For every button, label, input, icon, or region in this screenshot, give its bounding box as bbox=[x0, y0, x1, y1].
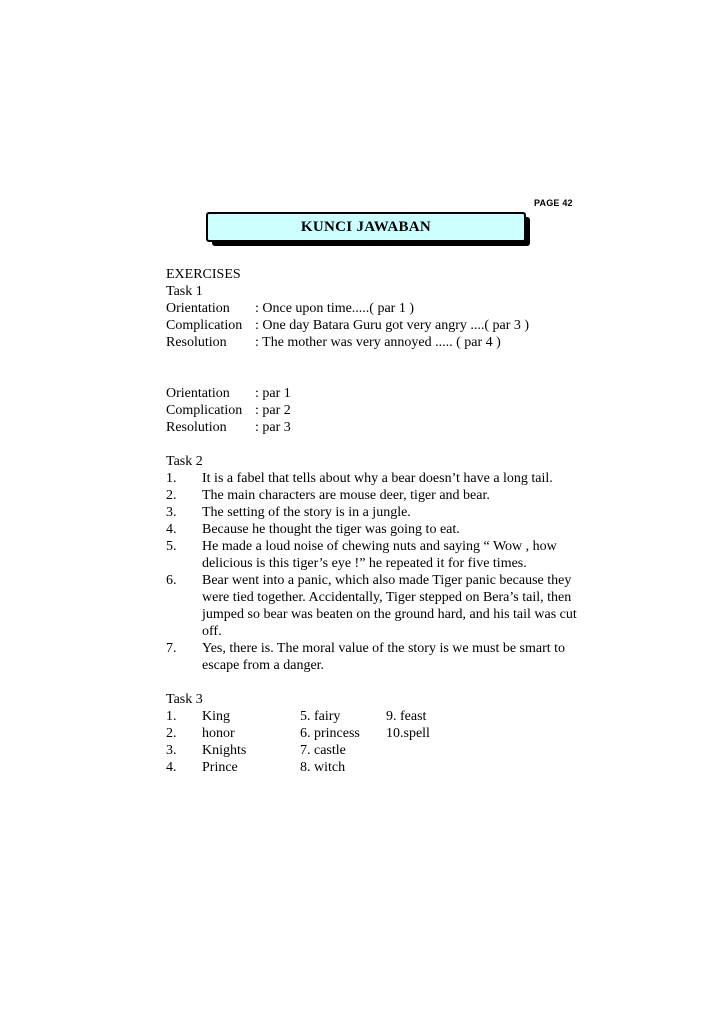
task3-vocabulary bbox=[166, 708, 586, 776]
row-value: : Once upon time.....( par 1 ) bbox=[255, 301, 415, 316]
item-text: Yes, there is. The moral value of the story is we must be smart to escape from a danger. bbox=[202, 641, 566, 673]
task1-set2-row bbox=[166, 385, 586, 402]
item-number: 5. bbox=[166, 539, 177, 554]
exercises-heading: EXERCISES bbox=[166, 267, 241, 282]
row-value: : One day Batara Guru got very angry ....( par 3 ) bbox=[255, 318, 530, 333]
item-number: 4. bbox=[166, 760, 177, 775]
task1-set2 bbox=[166, 385, 586, 436]
item-number: 6. bbox=[166, 573, 177, 588]
item-number: 4. bbox=[166, 522, 177, 537]
item-number: 2. bbox=[166, 488, 177, 503]
spacer bbox=[166, 436, 586, 453]
task2-list bbox=[166, 470, 586, 674]
vocab-word bbox=[386, 742, 466, 759]
item-text: He made a loud noise of chewing nuts and saying “ Wow , how delicious is this tiger’s eye !” he repeated it for five times. bbox=[202, 539, 557, 571]
spacer bbox=[166, 674, 586, 691]
list-item bbox=[166, 640, 586, 674]
row-label: Resolution bbox=[166, 420, 227, 435]
item-text: The setting of the story is in a jungle. bbox=[202, 505, 411, 520]
row-value: : par 1 bbox=[255, 386, 291, 401]
list-item bbox=[166, 487, 586, 504]
list-item bbox=[166, 521, 586, 538]
vocab-row bbox=[166, 759, 586, 776]
vocab-word: 5. fairy bbox=[300, 709, 341, 724]
list-item bbox=[166, 504, 586, 521]
item-text: The main characters are mouse deer, tiger and bear. bbox=[202, 488, 490, 503]
row-label: Resolution bbox=[166, 335, 227, 350]
vocab-word: 8. witch bbox=[300, 760, 346, 775]
item-number: 2. bbox=[166, 726, 177, 741]
task1-set1-row bbox=[166, 300, 586, 317]
item-number: 1. bbox=[166, 709, 177, 724]
vocab-word: Knights bbox=[202, 743, 247, 758]
vocab-word: 6. princess bbox=[300, 726, 360, 741]
item-number: 7. bbox=[166, 641, 177, 656]
list-item bbox=[166, 470, 586, 487]
vocab-word bbox=[386, 759, 466, 776]
page-title: KUNCI JAWABAN bbox=[300, 218, 432, 235]
vocab-row bbox=[166, 708, 586, 725]
row-value: : par 3 bbox=[255, 420, 291, 435]
vocab-row bbox=[166, 742, 586, 759]
task1-set1-row bbox=[166, 317, 586, 334]
row-value: : par 2 bbox=[255, 403, 291, 418]
item-text: It is a fabel that tells about why a bear doesn’t have a long tail. bbox=[202, 471, 553, 486]
answer-key-content bbox=[166, 266, 586, 776]
item-number: 1. bbox=[166, 471, 177, 486]
row-label: Complication bbox=[166, 318, 243, 333]
vocab-word: 7. castle bbox=[300, 743, 346, 758]
item-text: Because he thought the tiger was going to eat. bbox=[202, 522, 460, 537]
list-item bbox=[166, 538, 586, 572]
item-text: Bear went into a panic, which also made Tiger panic because they were tied together. Accidentally, Tiger stepped on Bera’s tail, then jumped so bear was beaten on the ground hard, and his tail was cut off. bbox=[202, 573, 577, 639]
row-value: : The mother was very annoyed ..... ( par 4 ) bbox=[255, 335, 501, 350]
task2-heading: Task 2 bbox=[166, 454, 203, 469]
vocab-word: 10.spell bbox=[386, 726, 430, 741]
task3-heading: Task 3 bbox=[166, 692, 203, 707]
vocab-word: honor bbox=[202, 726, 235, 741]
task1-set1 bbox=[166, 300, 586, 351]
row-label: Complication bbox=[166, 403, 243, 418]
list-item bbox=[166, 572, 586, 640]
vocab-word: 9. feast bbox=[386, 709, 427, 724]
page-number: PAGE 42 bbox=[534, 198, 573, 208]
item-number: 3. bbox=[166, 505, 177, 520]
title-box bbox=[206, 212, 526, 242]
row-label: Orientation bbox=[166, 386, 230, 401]
task1-set2-row bbox=[166, 419, 586, 436]
vocab-word: King bbox=[202, 709, 230, 724]
task1-set2-row bbox=[166, 402, 586, 419]
row-label: Orientation bbox=[166, 301, 230, 316]
spacer bbox=[166, 351, 586, 385]
task1-heading: Task 1 bbox=[166, 284, 203, 299]
vocab-row bbox=[166, 725, 586, 742]
task1-set1-row bbox=[166, 334, 586, 351]
vocab-word: Prince bbox=[202, 760, 238, 775]
item-number: 3. bbox=[166, 743, 177, 758]
